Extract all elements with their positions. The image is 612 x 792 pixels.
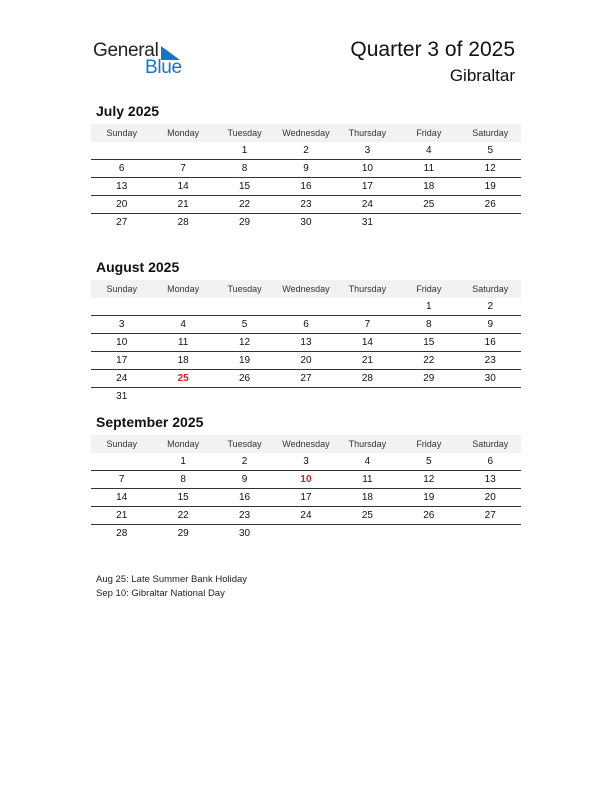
day-cell: 1	[241, 145, 248, 156]
weekday-label: Tuesday	[227, 284, 262, 294]
day-cell: 2	[303, 145, 309, 156]
weekday-label: Wednesday	[282, 284, 330, 294]
week-row	[91, 471, 521, 489]
logo-blue-text: Blue	[145, 57, 182, 78]
weekday-label: Saturday	[472, 284, 509, 294]
day-cell: 22	[177, 510, 189, 521]
day-cell: 19	[423, 492, 435, 503]
day-cell	[152, 388, 213, 405]
day-cell: 31	[361, 217, 373, 228]
day-cell: 8	[241, 163, 248, 174]
day-cell: 22	[238, 199, 251, 210]
week-row	[91, 316, 521, 334]
day-cell: 30	[300, 217, 312, 228]
calendar-grid	[91, 435, 521, 542]
calendar-grid	[91, 280, 521, 405]
day-cell: 30	[484, 373, 496, 384]
week-row	[91, 298, 521, 316]
day-cell	[275, 298, 336, 315]
month-block-august	[91, 259, 521, 405]
day-cell	[460, 214, 521, 231]
day-cell: 28	[177, 217, 189, 228]
day-cell	[460, 388, 521, 405]
day-cell: 25	[177, 373, 189, 384]
day-cell: 16	[484, 337, 496, 348]
day-cell: 11	[423, 163, 435, 174]
day-cell: 5	[487, 145, 494, 156]
generalblue-logo	[93, 40, 193, 80]
day-cell: 24	[300, 510, 312, 521]
day-cell: 15	[177, 492, 189, 503]
day-cell: 27	[300, 373, 312, 384]
week-row	[91, 160, 521, 178]
day-cell: 26	[484, 199, 496, 210]
month-block-september	[91, 414, 521, 542]
weekday-label: Friday	[416, 128, 442, 138]
week-row	[91, 178, 521, 196]
day-cell: 15	[238, 181, 251, 192]
day-cell: 31	[116, 391, 128, 402]
day-cell: 12	[423, 474, 435, 485]
day-cell: 7	[364, 319, 371, 330]
weekday-label: Monday	[167, 284, 200, 294]
day-cell: 4	[426, 145, 432, 156]
week-row	[91, 214, 521, 231]
day-cell: 5	[241, 319, 248, 330]
day-cell: 13	[116, 181, 128, 192]
weekday-label: Thursday	[348, 284, 387, 294]
week-row	[91, 196, 521, 214]
day-cell: 10	[116, 337, 128, 348]
day-cell: 22	[423, 355, 435, 366]
day-cell: 6	[303, 319, 309, 330]
day-cell: 10	[300, 474, 312, 485]
day-cell: 29	[177, 528, 189, 539]
day-cell: 19	[238, 355, 251, 366]
day-cell	[91, 453, 152, 470]
day-cell: 25	[361, 510, 373, 521]
day-cell: 12	[484, 163, 496, 174]
day-cell: 9	[303, 163, 309, 174]
week-row	[91, 453, 521, 471]
day-cell: 15	[423, 337, 435, 348]
day-cell: 23	[238, 510, 251, 521]
day-cell	[275, 525, 336, 542]
day-cell	[337, 525, 398, 542]
holiday-note: Sep 10: Gibraltar National Day	[96, 588, 225, 599]
day-cell: 11	[362, 474, 373, 485]
day-cell: 6	[487, 456, 494, 467]
day-cell	[91, 298, 152, 315]
day-cell: 3	[303, 456, 309, 467]
day-cell: 8	[426, 319, 432, 330]
day-cell	[337, 388, 398, 405]
weekday-header-row	[91, 280, 521, 298]
day-cell	[398, 525, 459, 542]
weekday-label: Wednesday	[282, 128, 330, 138]
day-cell	[214, 388, 275, 405]
day-cell: 21	[116, 510, 128, 521]
weekday-label: Thursday	[348, 439, 387, 449]
weekday-header-row	[91, 435, 521, 453]
day-cell	[398, 214, 459, 231]
day-cell: 6	[118, 163, 125, 174]
day-cell: 3	[364, 145, 371, 156]
day-cell: 21	[361, 355, 373, 366]
day-cell: 24	[361, 199, 373, 210]
day-cell: 4	[180, 319, 186, 330]
day-cell: 11	[177, 337, 189, 348]
day-cell: 13	[484, 474, 496, 485]
day-cell: 18	[423, 181, 435, 192]
page-title: Quarter 3 of 2025	[350, 38, 515, 61]
day-cell	[91, 142, 152, 159]
day-cell: 30	[238, 528, 251, 539]
weekday-label: Friday	[416, 284, 442, 294]
day-cell: 27	[116, 217, 128, 228]
day-cell: 1	[426, 301, 432, 312]
page-subtitle: Gibraltar	[449, 66, 515, 85]
weekday-header-row	[91, 124, 521, 142]
day-cell: 14	[361, 337, 373, 348]
month-block-july	[91, 103, 521, 231]
day-cell: 10	[361, 163, 373, 174]
day-cell: 28	[361, 373, 373, 384]
month-title: August 2025	[96, 259, 180, 275]
day-cell	[152, 298, 213, 315]
month-title: September 2025	[96, 414, 204, 430]
weekday-label: Monday	[167, 128, 200, 138]
week-row	[91, 507, 521, 525]
day-cell: 23	[484, 355, 496, 366]
calendar-grid	[91, 124, 521, 231]
day-cell: 16	[300, 181, 312, 192]
day-cell: 5	[426, 456, 432, 467]
weekday-label: Tuesday	[227, 128, 262, 138]
day-cell: 7	[180, 163, 186, 174]
week-row	[91, 370, 521, 388]
logo-general-text: General	[93, 40, 159, 61]
day-cell: 2	[487, 301, 494, 312]
day-cell: 24	[116, 373, 128, 384]
day-cell: 20	[116, 199, 128, 210]
day-cell: 3	[118, 319, 125, 330]
day-cell: 17	[361, 181, 373, 192]
day-cell: 7	[118, 474, 125, 485]
day-cell	[214, 298, 275, 315]
day-cell: 2	[241, 456, 248, 467]
week-row	[91, 489, 521, 507]
day-cell: 9	[487, 319, 494, 330]
week-row	[91, 525, 521, 542]
day-cell: 18	[361, 492, 373, 503]
day-cell: 21	[177, 199, 189, 210]
day-cell	[152, 142, 213, 159]
weekday-label: Sunday	[106, 128, 137, 138]
day-cell	[460, 525, 521, 542]
day-cell: 29	[238, 217, 251, 228]
week-row	[91, 334, 521, 352]
weekday-label: Wednesday	[282, 439, 330, 449]
day-cell: 8	[180, 474, 186, 485]
weekday-label: Sunday	[106, 439, 137, 449]
holiday-notes	[96, 573, 247, 601]
weekday-label: Thursday	[348, 128, 387, 138]
day-cell: 23	[300, 199, 312, 210]
day-cell: 1	[180, 456, 186, 467]
day-cell	[337, 298, 398, 315]
weekday-label: Tuesday	[227, 439, 262, 449]
day-cell: 25	[423, 199, 435, 210]
week-row	[91, 142, 521, 160]
weekday-label: Saturday	[472, 439, 509, 449]
day-cell	[275, 388, 336, 405]
weekday-label: Monday	[167, 439, 200, 449]
day-cell: 29	[423, 373, 435, 384]
weekday-label: Friday	[416, 439, 442, 449]
day-cell: 19	[484, 181, 496, 192]
day-cell: 17	[116, 355, 128, 366]
day-cell: 27	[484, 510, 496, 521]
month-title: July 2025	[96, 103, 160, 119]
day-cell: 17	[300, 492, 312, 503]
day-cell: 14	[177, 181, 189, 192]
day-cell: 4	[364, 456, 371, 467]
day-cell: 18	[177, 355, 189, 366]
day-cell: 14	[116, 492, 128, 503]
day-cell: 28	[116, 528, 128, 539]
week-row	[91, 388, 521, 405]
week-row	[91, 352, 521, 370]
day-cell: 16	[238, 492, 251, 503]
day-cell: 26	[423, 510, 435, 521]
weekday-label: Saturday	[472, 128, 509, 138]
day-cell: 9	[241, 474, 248, 485]
day-cell: 20	[484, 492, 496, 503]
holiday-note: Aug 25: Late Summer Bank Holiday	[96, 574, 248, 585]
day-cell	[398, 388, 459, 405]
weekday-label: Sunday	[106, 284, 137, 294]
day-cell: 13	[300, 337, 312, 348]
day-cell: 12	[238, 337, 251, 348]
day-cell: 26	[238, 373, 251, 384]
day-cell: 20	[300, 355, 312, 366]
